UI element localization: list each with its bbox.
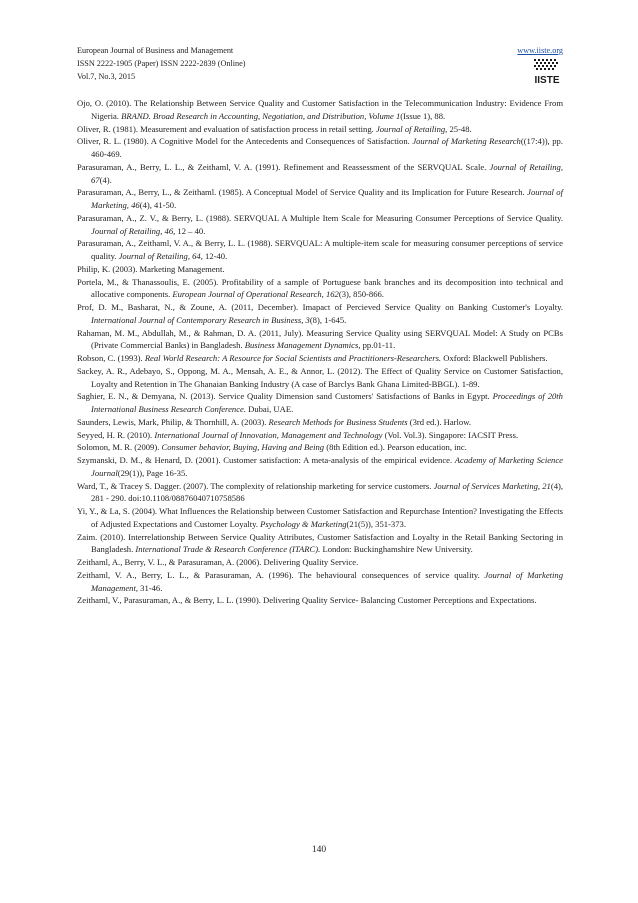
reference-list bbox=[77, 97, 563, 607]
reference-entry bbox=[77, 263, 563, 276]
reference-text: Yi, Y., & La, S. (2004). What Influences the Relationship between Customer Satisfaction and Repurchase Intention? Investigating the Effects of Adjusted Expectations and Customer Loyalty. bbox=[77, 506, 563, 529]
reference-source: Journal of Marketing Research bbox=[412, 136, 521, 147]
iiste-logo bbox=[532, 58, 562, 86]
issn-line: ISSN 2222-1905 (Paper) ISSN 2222-2839 (Online) bbox=[77, 59, 246, 69]
reference-text: Oliver, R. L. (1980). A Cognitive Model for the Antecedents and Consequences of Satisfaction. bbox=[77, 136, 413, 147]
reference-source: Real World Research: A Resource for Social Scientists and Practitioners-Researchers. bbox=[144, 353, 442, 363]
reference-source: International Journal of Contemporary Research in Business, 3 bbox=[91, 314, 310, 325]
reference-text: (Issue 1), 88. bbox=[400, 110, 446, 121]
reference-source: Journal of Retailing bbox=[375, 123, 446, 134]
reference-text: (3rd ed.). Harlow. bbox=[407, 416, 472, 427]
reference-entry bbox=[77, 390, 563, 416]
reference-source: Journal of Marketing, 46 bbox=[91, 187, 563, 210]
reference-text: , 25-48. bbox=[445, 123, 472, 134]
reference-text: Philip, K. (2003). Marketing Management. bbox=[77, 263, 225, 274]
reference-entry bbox=[77, 161, 563, 187]
reference-text: (29(1)), Page 16-35. bbox=[117, 467, 188, 478]
reference-entry bbox=[77, 505, 563, 531]
reference-source: Academy of Marketing Science Journal bbox=[91, 455, 563, 478]
reference-text: Ward, T., & Tracey S. Dagger. (2007). The complexity of relationship marketing for service customers. bbox=[77, 480, 434, 491]
reference-text: Rahaman, M. M., Abdullah, M., & Rahman, D. A. (2011, July). Measuring Service Quality using SERVQUAL Model: A Study on PCBs (Private Commercial Banks) in Bangladesh. bbox=[77, 327, 563, 351]
reference-entry bbox=[77, 352, 563, 365]
reference-text: , 31-46. bbox=[135, 582, 163, 593]
reference-source: European Journal of Operational Research, 162 bbox=[172, 289, 339, 300]
reference-text: (3), 850-866. bbox=[338, 289, 384, 300]
reference-text: Zeithaml, V. A., Berry, L. L., & Parasuraman, A. (1996). The behavioural consequences of service quality. bbox=[77, 569, 485, 580]
logo-text: IISTE bbox=[534, 75, 560, 86]
reference-text: Parasuraman, A., Zeithaml, V. A., & Berry, L. L. (1988). SERVQUAL: A multiple-item scale for measuring consumer perceptions of service quality. bbox=[77, 238, 563, 261]
reference-source: BRAND. Broad Research in Accounting, Negotiation, and Distribution, Volume 1 bbox=[121, 110, 401, 121]
reference-entry bbox=[77, 237, 563, 263]
reference-entry bbox=[77, 416, 563, 429]
reference-text: Sackey, A. R., Adebayo, S., Oppong, M. A., Mensah, A. E., & Annor, L. (2012). The Effect of Quality Service on Customer Satisfaction, Loyalty and Retention in The Ghanaian Banking Industry (A case of Barclys Bank Ghana Limited-BBGL). 1-89. bbox=[77, 365, 563, 389]
reference-text: , pp.01-11. bbox=[358, 340, 396, 351]
reference-source: Business Management Dynamics bbox=[244, 340, 359, 351]
reference-source: Journal of Marketing Management bbox=[91, 569, 564, 593]
reference-source: Journal of Retailing, 67 bbox=[91, 161, 563, 185]
reference-text: London: Buckinghamshire New University. bbox=[320, 544, 473, 555]
reference-text: (8th Edition ed.). Pearson education, inc. bbox=[324, 442, 467, 453]
reference-text: ((17:4)), pp. 460-469. bbox=[91, 136, 563, 159]
reference-text: Szymanski, D. M., & Henard, D. (2001). Customer satisfaction: A meta-analysis of the empirical evidence. bbox=[77, 455, 455, 465]
reference-text: Saunders, Lewis, Mark, Philip, & Thornhill, A. (2003). bbox=[77, 416, 269, 427]
reference-text: (8), 1-645. bbox=[309, 314, 347, 325]
reference-text: , 12-40. bbox=[200, 251, 228, 261]
page-header bbox=[77, 44, 563, 84]
reference-text: Parasuraman, A., Berry, L., & Zeithaml. (1985). A Conceptual Model of Service Quality and its Implication for Future Research. bbox=[77, 187, 528, 198]
reference-source: Journal of Retailing, 64 bbox=[118, 251, 201, 261]
reference-source: Journal of Retailing, 46 bbox=[91, 225, 174, 236]
reference-source: International Trade & Research Conference (ITARC). bbox=[135, 544, 321, 555]
reference-text: Zeithaml, V., Parasuraman, A., & Berry, L. L. (1990). Delivering Quality Service- Balancing Customer Perceptions and Expectations. bbox=[77, 595, 537, 606]
reference-source: Consumer behavior, Buying, Having and Being bbox=[161, 442, 325, 453]
page-number: 140 bbox=[311, 845, 327, 855]
reference-text: Zaim. (2010). Interrelationship Between Service Quality Attributes, Customer Satisfaction and Loyalty in the Retail Banking Sectoring in Bangladesh. bbox=[77, 531, 563, 555]
reference-text: Parasuraman, A., Z. V., & Berry, L. (1988). SERVQUAL A Multiple Item Scale for Measuring Consumer Perceptions of Service Quality. bbox=[77, 212, 563, 223]
reference-entry bbox=[77, 594, 563, 607]
reference-entry bbox=[77, 135, 563, 161]
reference-source: Psychology & Marketing bbox=[260, 518, 347, 529]
reference-text: (Vol. Vol.3). Singapore: IACSIT Press. bbox=[382, 429, 519, 440]
reference-entry bbox=[77, 365, 563, 391]
reference-text: Oliver, R. (1981). Measurement and evaluation of satisfaction process in retail setting. bbox=[77, 123, 376, 134]
reference-entry bbox=[77, 186, 563, 212]
reference-entry bbox=[77, 123, 563, 136]
reference-entry bbox=[77, 556, 563, 569]
reference-text: Prof, D. M., Basharat, N., & Zoune, A. (2011, December). Imapact of Percieved Service Quality on Banking Customer's Loyalty. bbox=[77, 302, 563, 312]
reference-entry bbox=[77, 454, 563, 480]
reference-text: Oxford: Blackwell Publishers. bbox=[441, 353, 548, 363]
reference-text: Portela, M., & Thanassoulis, E. (2005). Profitability of a sample of Portuguese bank branches and its decomposition into technical and allocative components. bbox=[77, 276, 563, 300]
reference-source: Research Methods for Business Students bbox=[268, 416, 408, 427]
reference-source: Journal of Services Marketing, 21 bbox=[433, 480, 551, 491]
reference-entry bbox=[77, 429, 563, 442]
reference-entry bbox=[77, 569, 563, 595]
reference-entry bbox=[77, 276, 563, 302]
journal-url-link[interactable]: www.iiste.org bbox=[517, 46, 563, 55]
reference-entry bbox=[77, 301, 563, 327]
reference-entry bbox=[77, 97, 563, 123]
reference-text: Ojo, O. (2010). The Relationship Between Service Quality and Customer Satisfaction in the Telecommunication Industry: Evidence From Nigeria. bbox=[77, 98, 563, 121]
reference-text: Saghier, E. N., & Demyana, N. (2013). Service Quality Dimension sand Customers' Satisfactions of Banks in Egypt. bbox=[77, 391, 493, 402]
reference-text: Robson, C. (1993). bbox=[77, 353, 145, 363]
journal-title: European Journal of Business and Management bbox=[77, 46, 234, 55]
volume-line: Vol.7, No.3, 2015 bbox=[77, 72, 136, 82]
reference-text: Parasuraman, A., Berry, L. L., & Zeithaml, V. A. (1991). Refinement and Reassessment of the SERVQUAL Scale. bbox=[77, 161, 490, 172]
reference-text: (4). bbox=[99, 174, 112, 185]
reference-entry bbox=[77, 480, 563, 506]
reference-text: (4), 281 - 290. doi:10.1108/08876040710758586 bbox=[91, 480, 563, 504]
reference-text: , 12 – 40. bbox=[173, 225, 206, 236]
reference-text: Seyyed, H. R. (2010). bbox=[77, 429, 155, 440]
reference-text: Zeithaml, A., Berry, V. L., & Parasuraman, A. (2006). Delivering Quality Service. bbox=[77, 557, 359, 567]
reference-entry bbox=[77, 441, 563, 454]
reference-text: (4), 41-50. bbox=[139, 200, 177, 210]
reference-entry bbox=[77, 212, 563, 238]
reference-text: Solomon, M. R. (2009). bbox=[77, 442, 162, 453]
reference-entry bbox=[77, 327, 563, 353]
reference-entry bbox=[77, 531, 563, 557]
reference-source: Proceedings of 20th International Business Research Conference. bbox=[91, 391, 563, 414]
reference-text: Dubai, UAE. bbox=[245, 404, 294, 414]
reference-source: International Journal of Innovation, Management and Technology bbox=[154, 429, 383, 440]
reference-text: (21(5)), 351-373. bbox=[346, 518, 406, 529]
